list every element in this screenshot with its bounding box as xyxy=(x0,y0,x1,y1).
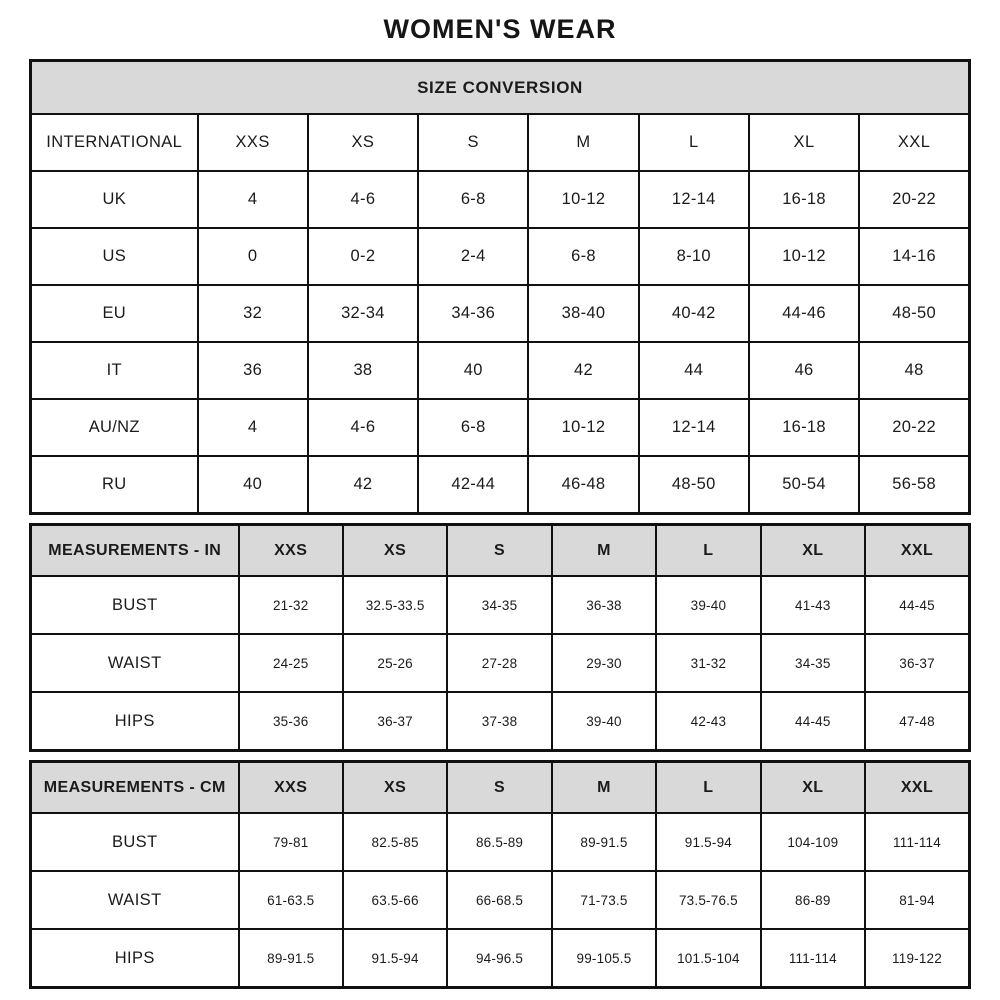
measure-cell: 34-35 xyxy=(447,576,551,634)
size-cell: 46-48 xyxy=(528,456,638,514)
table-row-aunz xyxy=(31,399,970,456)
row-label: EU xyxy=(31,285,198,342)
size-cell: 50-54 xyxy=(749,456,859,514)
measure-cell: 66-68.5 xyxy=(447,871,551,929)
measure-cell: 36-38 xyxy=(552,576,656,634)
column-header-xl: XL xyxy=(749,114,859,171)
table-row-waist-in xyxy=(31,634,970,692)
table-row-bust-cm xyxy=(31,813,970,871)
size-cell: 32-34 xyxy=(308,285,418,342)
measure-cell: 86-89 xyxy=(761,871,865,929)
measure-cell: 111-114 xyxy=(761,929,865,988)
measure-cell: 91.5-94 xyxy=(343,929,447,988)
measure-cell: 32.5-33.5 xyxy=(343,576,447,634)
measure-cell: 63.5-66 xyxy=(343,871,447,929)
table-row-bust-in xyxy=(31,576,970,634)
measure-cell: 29-30 xyxy=(552,634,656,692)
column-header-m: M xyxy=(552,762,656,814)
measure-cell: 34-35 xyxy=(761,634,865,692)
row-label: BUST xyxy=(31,813,239,871)
measure-cell: 89-91.5 xyxy=(552,813,656,871)
size-cell: 16-18 xyxy=(749,171,859,228)
size-cell: 16-18 xyxy=(749,399,859,456)
column-header-s: S xyxy=(447,762,551,814)
size-cell: 10-12 xyxy=(749,228,859,285)
table-band-row xyxy=(31,61,970,115)
table-row-eu xyxy=(31,285,970,342)
size-cell: 42-44 xyxy=(418,456,528,514)
size-cell: 0-2 xyxy=(308,228,418,285)
row-label: AU/NZ xyxy=(31,399,198,456)
size-cell: 8-10 xyxy=(639,228,749,285)
size-cell: 40-42 xyxy=(639,285,749,342)
column-header-row xyxy=(31,762,970,814)
size-cell: 44 xyxy=(639,342,749,399)
size-cell: 44-46 xyxy=(749,285,859,342)
column-header-xxl: XXL xyxy=(859,114,969,171)
measure-cell: 47-48 xyxy=(865,692,969,751)
size-cell: 40 xyxy=(418,342,528,399)
measure-cell: 36-37 xyxy=(865,634,969,692)
size-cell: 4 xyxy=(198,171,308,228)
row-label: RU xyxy=(31,456,198,514)
column-header-xs: XS xyxy=(308,114,418,171)
size-cell: 32 xyxy=(198,285,308,342)
measure-cell: 61-63.5 xyxy=(239,871,343,929)
table-row-us xyxy=(31,228,970,285)
measure-cell: 24-25 xyxy=(239,634,343,692)
page-title: WOMEN'S WEAR xyxy=(383,14,617,44)
size-cell: 14-16 xyxy=(859,228,969,285)
size-cell: 42 xyxy=(308,456,418,514)
measure-cell: 89-91.5 xyxy=(239,929,343,988)
column-header-s: S xyxy=(418,114,528,171)
size-cell: 48-50 xyxy=(639,456,749,514)
size-cell: 46 xyxy=(749,342,859,399)
measure-cell: 36-37 xyxy=(343,692,447,751)
row-label: WAIST xyxy=(31,871,239,929)
measure-cell: 71-73.5 xyxy=(552,871,656,929)
column-header-xs: XS xyxy=(343,525,447,577)
table-row-uk xyxy=(31,171,970,228)
column-header-row xyxy=(31,525,970,577)
row-label: WAIST xyxy=(31,634,239,692)
column-header-l: L xyxy=(656,762,760,814)
column-header-m: M xyxy=(528,114,638,171)
measure-cell: 101.5-104 xyxy=(656,929,760,988)
column-header-xxs: XXS xyxy=(198,114,308,171)
size-cell: 10-12 xyxy=(528,399,638,456)
size-cell: 4 xyxy=(198,399,308,456)
measure-cell: 42-43 xyxy=(656,692,760,751)
measurements-cm-table xyxy=(29,760,971,989)
column-header-xxl: XXL xyxy=(865,762,969,814)
measure-cell: 73.5-76.5 xyxy=(656,871,760,929)
size-cell: 34-36 xyxy=(418,285,528,342)
size-cell: 42 xyxy=(528,342,638,399)
column-header-xxl: XXL xyxy=(865,525,969,577)
size-cell: 4-6 xyxy=(308,399,418,456)
measure-cell: 21-32 xyxy=(239,576,343,634)
measure-cell: 44-45 xyxy=(761,692,865,751)
measure-cell: 39-40 xyxy=(552,692,656,751)
measurements-cm-title: MEASUREMENTS - CM xyxy=(31,762,239,814)
table-row-waist-cm xyxy=(31,871,970,929)
measure-cell: 94-96.5 xyxy=(447,929,551,988)
column-header-xs: XS xyxy=(343,762,447,814)
table-row-it xyxy=(31,342,970,399)
column-header-international: INTERNATIONAL xyxy=(31,114,198,171)
table-row-ru xyxy=(31,456,970,514)
row-label: BUST xyxy=(31,576,239,634)
row-label: IT xyxy=(31,342,198,399)
measurements-in-table xyxy=(29,523,971,752)
measure-cell: 104-109 xyxy=(761,813,865,871)
size-cell: 36 xyxy=(198,342,308,399)
measure-cell: 25-26 xyxy=(343,634,447,692)
measure-cell: 39-40 xyxy=(656,576,760,634)
row-label: UK xyxy=(31,171,198,228)
measure-cell: 111-114 xyxy=(865,813,969,871)
size-cell: 6-8 xyxy=(418,399,528,456)
size-cell: 20-22 xyxy=(859,399,969,456)
table-row-hips-in xyxy=(31,692,970,751)
row-label: HIPS xyxy=(31,692,239,751)
size-cell: 40 xyxy=(198,456,308,514)
size-conversion-table xyxy=(29,59,971,515)
table-row-hips-cm xyxy=(31,929,970,988)
column-header-s: S xyxy=(447,525,551,577)
size-cell: 0 xyxy=(198,228,308,285)
column-header-m: M xyxy=(552,525,656,577)
size-cell: 10-12 xyxy=(528,171,638,228)
size-cell: 20-22 xyxy=(859,171,969,228)
measure-cell: 37-38 xyxy=(447,692,551,751)
size-cell: 38 xyxy=(308,342,418,399)
size-cell: 56-58 xyxy=(859,456,969,514)
size-cell: 2-4 xyxy=(418,228,528,285)
row-label: HIPS xyxy=(31,929,239,988)
measure-cell: 79-81 xyxy=(239,813,343,871)
measure-cell: 81-94 xyxy=(865,871,969,929)
measure-cell: 44-45 xyxy=(865,576,969,634)
measure-cell: 41-43 xyxy=(761,576,865,634)
measure-cell: 86.5-89 xyxy=(447,813,551,871)
size-cell: 12-14 xyxy=(639,171,749,228)
column-header-row xyxy=(31,114,970,171)
measure-cell: 35-36 xyxy=(239,692,343,751)
column-header-xl: XL xyxy=(761,762,865,814)
measure-cell: 27-28 xyxy=(447,634,551,692)
column-header-xxs: XXS xyxy=(239,762,343,814)
measurements-in-title: MEASUREMENTS - IN xyxy=(31,525,239,577)
size-cell: 48 xyxy=(859,342,969,399)
size-conversion-title: SIZE CONVERSION xyxy=(31,61,970,115)
size-cell: 6-8 xyxy=(418,171,528,228)
column-header-l: L xyxy=(656,525,760,577)
column-header-xl: XL xyxy=(761,525,865,577)
measure-cell: 82.5-85 xyxy=(343,813,447,871)
measure-cell: 31-32 xyxy=(656,634,760,692)
column-header-l: L xyxy=(639,114,749,171)
size-cell: 48-50 xyxy=(859,285,969,342)
size-cell: 6-8 xyxy=(528,228,638,285)
size-cell: 4-6 xyxy=(308,171,418,228)
row-label: US xyxy=(31,228,198,285)
measure-cell: 119-122 xyxy=(865,929,969,988)
size-cell: 12-14 xyxy=(639,399,749,456)
column-header-xxs: XXS xyxy=(239,525,343,577)
measure-cell: 99-105.5 xyxy=(552,929,656,988)
measure-cell: 91.5-94 xyxy=(656,813,760,871)
size-cell: 38-40 xyxy=(528,285,638,342)
